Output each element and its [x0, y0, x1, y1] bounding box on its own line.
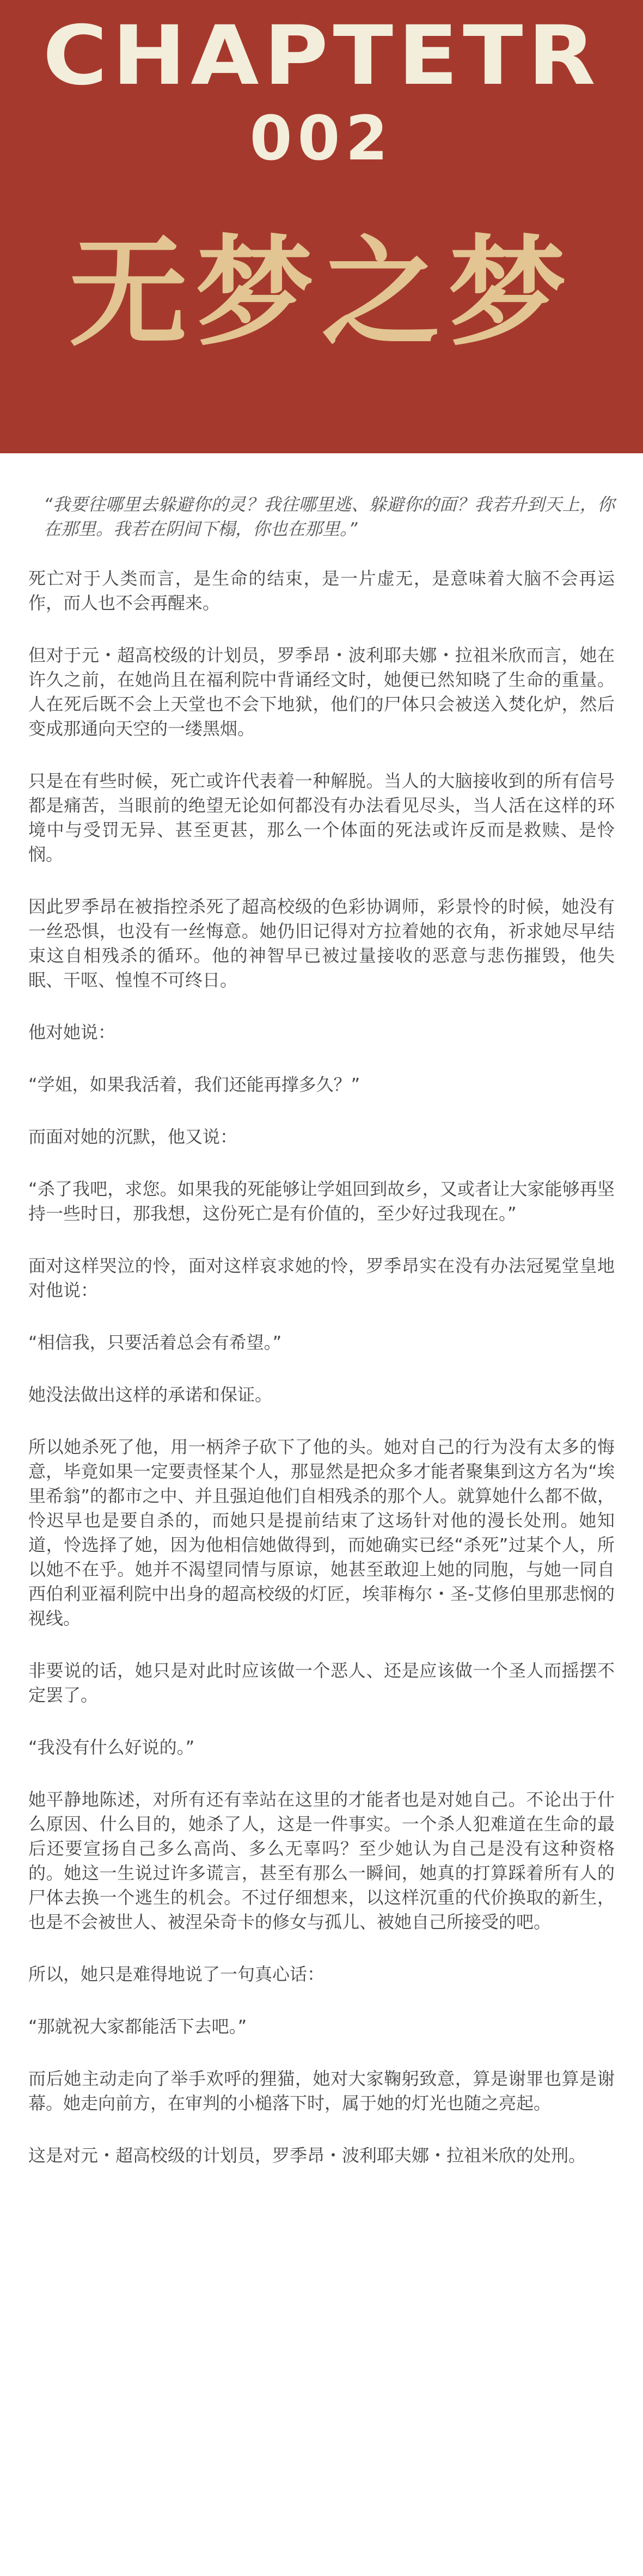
paragraph: 因此罗季昂在被指控杀死了超高校级的色彩协调师，彩景怜的时候，她没有一丝恐惧，也没有一丝悔意。她仍旧记得对方拉着她的衣角，祈求她尽早结束这自相残杀的循环。他的神智早已被过量接收的恶意与悲伤摧毁，他失眠、干呕、惶惶不可终日。	[28, 896, 615, 990]
chapter-header-banner	[0, 0, 643, 453]
chapter-body	[0, 453, 643, 2168]
paragraph: 而面对她的沉默，他又说：	[28, 1126, 238, 1147]
paragraph: 她没法做出这样的承诺和保证。	[28, 1384, 273, 1405]
paragraph: 所以，她只是难得地说了一句真心话：	[28, 1964, 325, 1985]
paragraph: 他对她说：	[28, 1022, 116, 1043]
dialogue-paragraph: “那就祝大家都能活下去吧。”	[28, 2016, 247, 2037]
dialogue-paragraph: “杀了我吧，求您。如果我的死能够让学姐回到故乡，又或者让大家能够再坚持一些时日，那我想，这份死亡是有价值的，至少好过我现在。”	[28, 1179, 615, 1224]
chapter-title: 无梦之梦	[69, 225, 574, 362]
chapter-number: 002	[249, 103, 394, 174]
paragraph: 她平静地陈述，对所有还有幸站在这里的才能者也是对她自己。不论出于什么原因、什么目的，她杀了人，这是一件事实。一个杀人犯难道在生命的最后还要宣扬自己多么高尚、多么无辜吗？至少她认为自己是没有这种资格的。她这一生说过许多谎言，甚至有那么一瞬间，她真的打算踩着所有人的尸体去换一个逃生的机会。不过仔细想来，以这样沉重的代价换取的新生，也是不会被世人、被涅朵奇卡的修女与孤儿、被她自己所接受的吧。	[28, 1789, 615, 1932]
paragraph: 而后她主动走向了举手欢呼的狸猫，她对大家鞠躬致意，算是谢罪也算是谢幕。她走向前方，在审判的小槌落下时，属于她的灯光也随之亮起。	[28, 2068, 615, 2113]
paragraph: 非要说的话，她只是对此时应该做一个恶人、还是应该做一个圣人而摇摆不定罢了。	[28, 1660, 615, 1705]
epigraph: “我要往哪里去躲避你的灵？我往哪里逃、躲避你的面？我若升到天上，你在那里。我若在阴间下榻，你也在那里。”	[44, 494, 615, 539]
paragraph: 这是对元・超高校级的计划员，罗季昂・波利耶夫娜・拉祖米欣的处刑。	[28, 2145, 586, 2166]
paragraph: 但对于元・超高校级的计划员，罗季昂・波利耶夫娜・拉祖米欣而言，她在许久之前，在她尚且在福利院中背诵经文时，她便已然知晓了生命的重量。人在死后既不会上天堂也不会下地狱，他们的尸体只会被送入焚化炉，然后变成那通向天空的一缕黑烟。	[28, 645, 615, 739]
paragraph: 死亡对于人类而言，是生命的结束，是一片虚无，是意味着大脑不会再运作，而人也不会再醒来。	[28, 568, 615, 613]
paragraph: 只是在有些时候，死亡或许代表着一种解脱。当人的大脑接收到的所有信号都是痛苦，当眼前的绝望无论如何都没有办法看见尽头，当人活在这样的环境中与受罚无异、甚至更甚，那么一个体面的死法或许反而是救赎、是怜悯。	[28, 771, 615, 865]
paragraph: 面对这样哭泣的怜，面对这样哀求她的怜，罗季昂实在没有办法冠冕堂皇地对他说：	[28, 1255, 615, 1301]
dialogue-paragraph: “学姐，如果我活着，我们还能再撑多久？”	[28, 1074, 360, 1095]
dialogue-paragraph: “相信我，只要活着总会有希望。”	[28, 1332, 282, 1353]
paragraph: 所以她杀死了他，用一柄斧子砍下了他的头。她对自己的行为没有太多的悔意，毕竟如果一定要责怪某个人，那显然是把众多才能者聚集到这方名为“埃里希翁”的都市之中、并且强迫他们自相残杀的那个人。就算她什么都不做，怜迟早也是要自杀的，而她只是提前结束了这场针对他的漫长处刑。她知道，怜选择了她，因为他相信她做得到，而她确实已经“杀死”过某个人，所以她不在乎。她并不渴望同情与原谅，她甚至敢迎上她的同胞，与她一同自西伯利亚福利院中出身的超高校级的灯匠，埃菲梅尔・圣-艾修伯里那悲悯的视线。	[28, 1437, 615, 1629]
dialogue-paragraph: “我没有什么好说的。”	[28, 1737, 195, 1758]
chapter-label: CHAPTETR	[42, 9, 601, 103]
